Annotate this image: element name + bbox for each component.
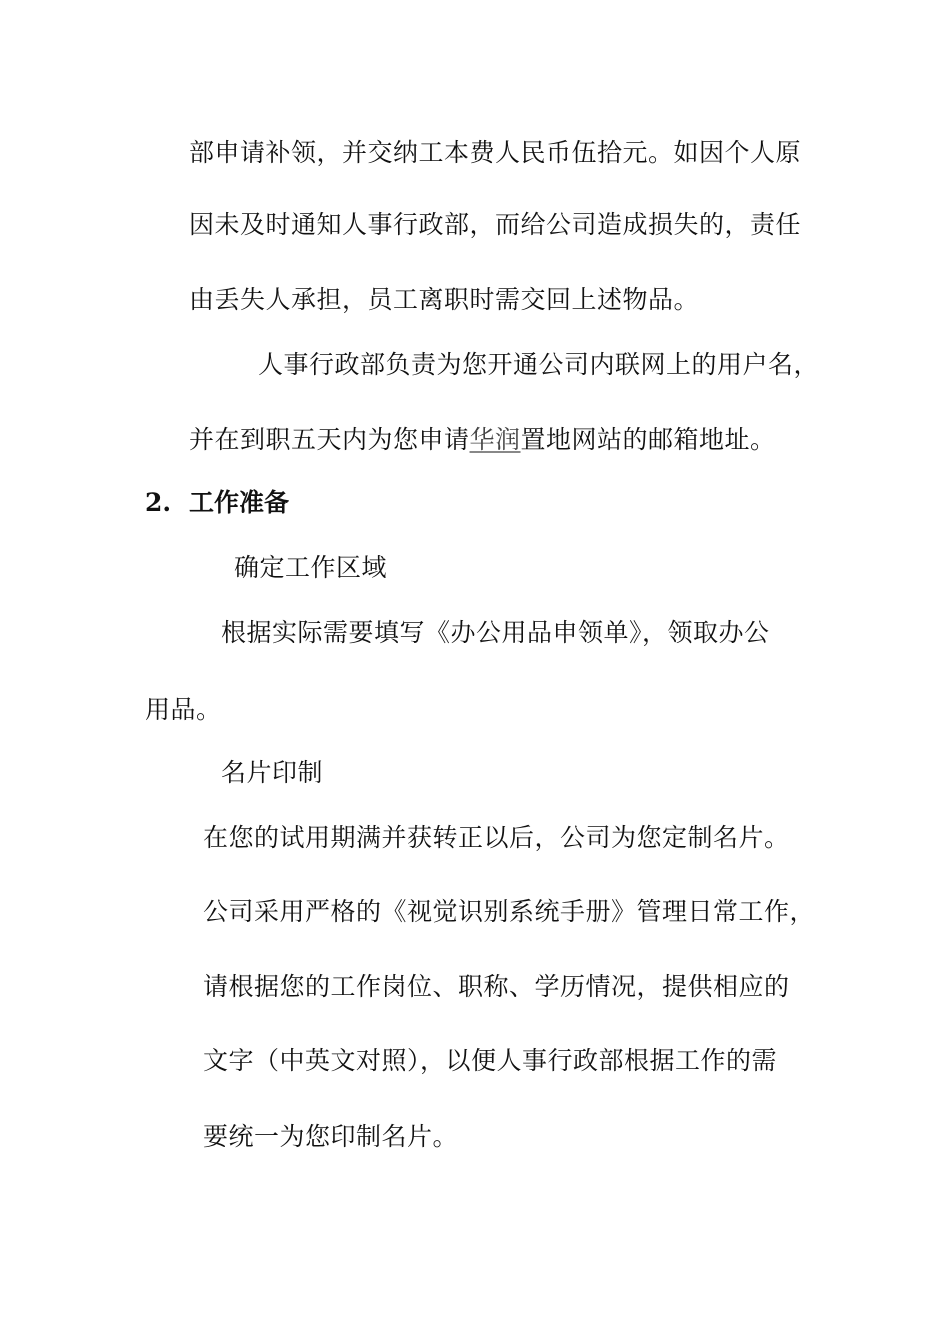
paragraph-line: 在您的试用期满并获转正以后，公司为您定制名片。 [203,823,790,852]
section-heading [145,488,289,518]
paragraph-line: 请根据您的工作岗位、职称、学历情况，提供相应的 [203,972,790,1001]
paragraph-line: 根据实际需要填写《办公用品申领单》，领取办公 [221,618,770,647]
paragraph-line: 由丢失人承担，员工离职时需交回上述物品。 [189,285,700,314]
section-title: 工作准备 [189,488,290,517]
paragraph-line: 文字（中英文对照），以便人事行政部根据工作的需 [203,1046,778,1075]
text-segment: 置地网站的邮箱地址。 [520,425,776,454]
paragraph-line: 部申请补领，并交纳工本费人民币伍拾元。如因个人原 [189,138,802,167]
paragraph-line: 用品。 [145,695,222,724]
paragraph-line-with-link [189,425,776,455]
subsection-title: 名片印制 [221,758,324,787]
text-segment: 并在到职五天内为您申请 [189,425,470,454]
paragraph-line: 因未及时通知人事行政部，而给公司造成损失的，责任 [189,210,802,239]
huarun-link[interactable]: 华润 [469,425,521,454]
paragraph-line: 要统一为您印制名片。 [203,1122,459,1151]
paragraph-line: 公司采用严格的《视觉识别系统手册》管理日常工作， [203,897,816,926]
subsection-title: 确定工作区域 [234,553,388,582]
section-number: 2. [145,488,172,517]
paragraph-line: 人事行政部负责为您开通公司内联网上的用户名， [258,350,820,379]
